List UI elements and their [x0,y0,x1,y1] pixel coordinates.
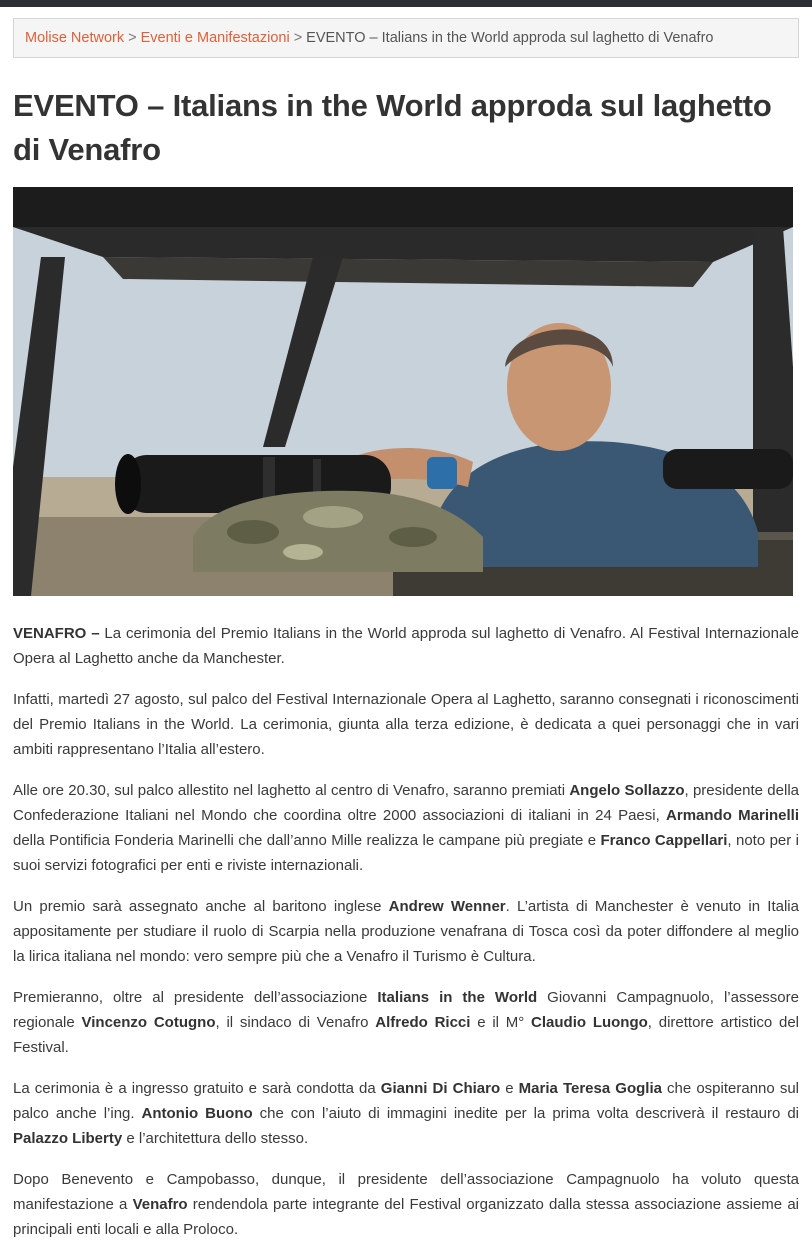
breadcrumb-current: EVENTO – Italians in the World approda sul laghetto di Venafro [306,30,714,46]
dateline: VENAFRO – [13,625,100,642]
breadcrumb-link-home[interactable]: Molise Network [25,30,125,46]
article-paragraph: Premieranno, oltre al presidente dell’associazione Italians in the World Giovanni Campagnuolo, l’assessore regionale Vincenzo Cotugno, il sindaco di Venafro Alfredo Ricci e il M° Claudio Luongo, direttore artistico del Festival. [13,989,800,1056]
article-title: EVENTO – Italians in the World approda sul laghetto di Venafro [13,88,772,167]
top-bar [0,0,812,7]
article-body [13,621,799,1242]
article-paragraph: Dopo Benevento e Campobasso, dunque, il presidente dell’associazione Campagnuolo ha voluto questa manifestazione a Venafro rendendola parte integrante del Festival organizzato dalla stessa associazione assieme ai principali enti locali e alla Proloco. [13,1171,799,1238]
breadcrumb [13,18,799,58]
article-paragraph: VENAFRO – La cerimonia del Premio Italians in the World approda sul laghetto di Venafro. Al Festival Internazionale Opera al Laghetto anche da Manchester. [13,625,799,667]
article-hero-image [13,187,793,596]
article-paragraph: Alle ore 20.30, sul palco allestito nel laghetto al centro di Venafro, saranno premiati Angelo Sollazzo, presidente della Confederazione Italiani nel Mondo che coordina oltre 2000 associazioni di italiani in 24 Paesi, Armando Marinelli della Pontificia Fonderia Marinelli che dall’anno Mille realizza le campane più pregiate e Franco Cappellari, noto per i suoi servizi fotografici per enti e riviste internazionali. [13,782,799,874]
breadcrumb-link-category[interactable]: Eventi e Manifestazioni [140,30,290,46]
hero-photo-illustration [13,187,793,596]
breadcrumb-separator: > [128,30,137,46]
article-paragraph: La cerimonia è a ingresso gratuito e sarà condotta da Gianni Di Chiaro e Maria Teresa Goglia che ospiteranno sul palco anche l’ing. Antonio Buono che con l’aiuto di immagini inedite per la prima volta descriverà il restauro di Palazzo Liberty e l’architettura dello stesso. [13,1080,799,1147]
breadcrumb-separator: > [293,30,303,46]
article-paragraph: Un premio sarà assegnato anche al baritono inglese Andrew Wenner. L’artista di Manchester è venuto in Italia appositamente per studiare il ruolo di Scarpia nella produzione venafrana di Tosca così da poter diffondere al meglio la lirica italiana nel mondo: vero sempre più che a Venafro il Turismo è Cultura. [13,898,799,965]
article-paragraph: Infatti, martedì 27 agosto, sul palco del Festival Internazionale Opera al Laghetto, saranno consegnati i riconoscimenti del Premio Italians in the World. La cerimonia, giunta alla terza edizione, è dedicata a quei personaggi che in vari ambiti rappresentano l’Italia all’estero. [13,691,799,758]
